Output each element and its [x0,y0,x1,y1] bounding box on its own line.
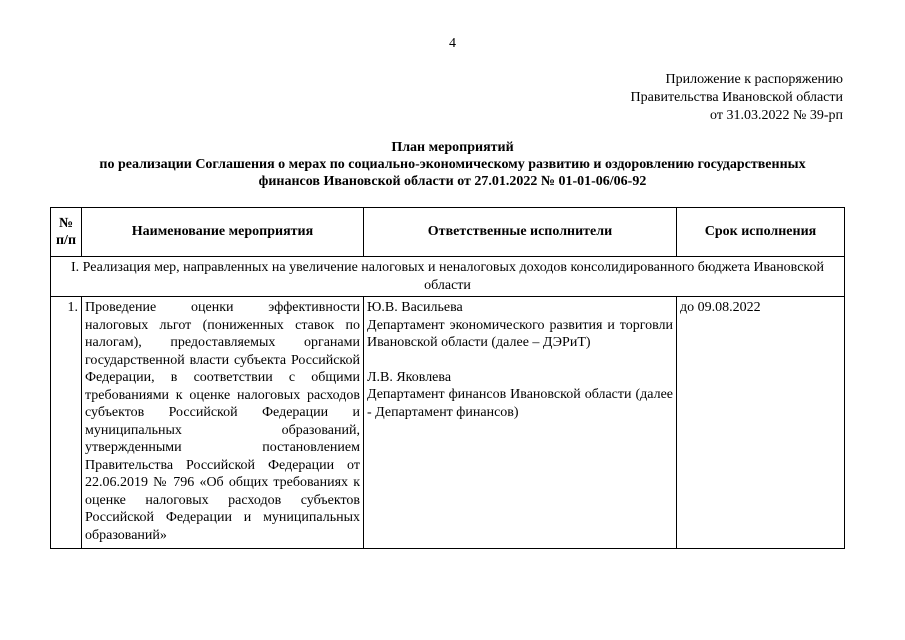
executor-2-name: Л.В. Яковлева [367,369,452,385]
header-executors: Ответственные исполнители [364,208,677,257]
executor-2-department: Департамент финансов Ивановской области (далее - Департамент финансов) [367,387,673,420]
table-row [51,297,845,549]
header-deadline: Срок исполнения [677,208,845,257]
appendix-block [631,71,843,125]
header-number [51,208,82,257]
header-name: Наименование мероприятия [82,208,364,257]
title-line-1: План мероприятий [391,140,514,155]
page-number: 4 [449,36,456,51]
appendix-line-2: Правительства Ивановской области [630,90,843,105]
row-number: 1. [51,297,82,549]
row-measure-name: Проведение оценки эффективности налоговых льгот (пониженных ставок по налогам), предоставляемых органами государственной власти субъекта Российской Федерации, в соответствии с общими требованиями к оценке налоговых расходов субъектов Российской Федерации и муниципальных образований, утвержденными постановлением Правительства Российской Федерации от 22.06.2019 № 796 «Об общих требованиях к оценке налоговых расходов субъектов Российской Федерации и муниципальных образований» [82,297,364,549]
executor-1-department: Департамент экономического развития и торговли Ивановской области (далее – ДЭРиТ) [367,317,673,350]
row-deadline: до 09.08.2022 [677,297,845,549]
section-row [51,257,845,297]
appendix-line-3: от 31.03.2022 № 39-рп [710,108,843,123]
table-header-row [51,208,845,257]
executor-1-name: Ю.В. Васильева [367,300,463,315]
header-number-line-2: п/п [55,233,77,248]
appendix-line-1: Приложение к распоряжению [665,72,843,87]
title-line-2: по реализации Соглашения о мерах по социально-экономическому развитию и оздоровлению государственных [99,157,806,172]
section-title: I. Реализация мер, направленных на увеличение налоговых и неналоговых доходов консолидированного бюджета Ивановской области [51,257,845,297]
document-title [40,139,865,190]
plan-table [50,207,845,549]
header-number-line-1: № [58,215,74,231]
row-executors [364,297,677,549]
title-line-3: финансов Ивановской области от 27.01.2022 № 01-01-06/06-92 [258,174,647,189]
